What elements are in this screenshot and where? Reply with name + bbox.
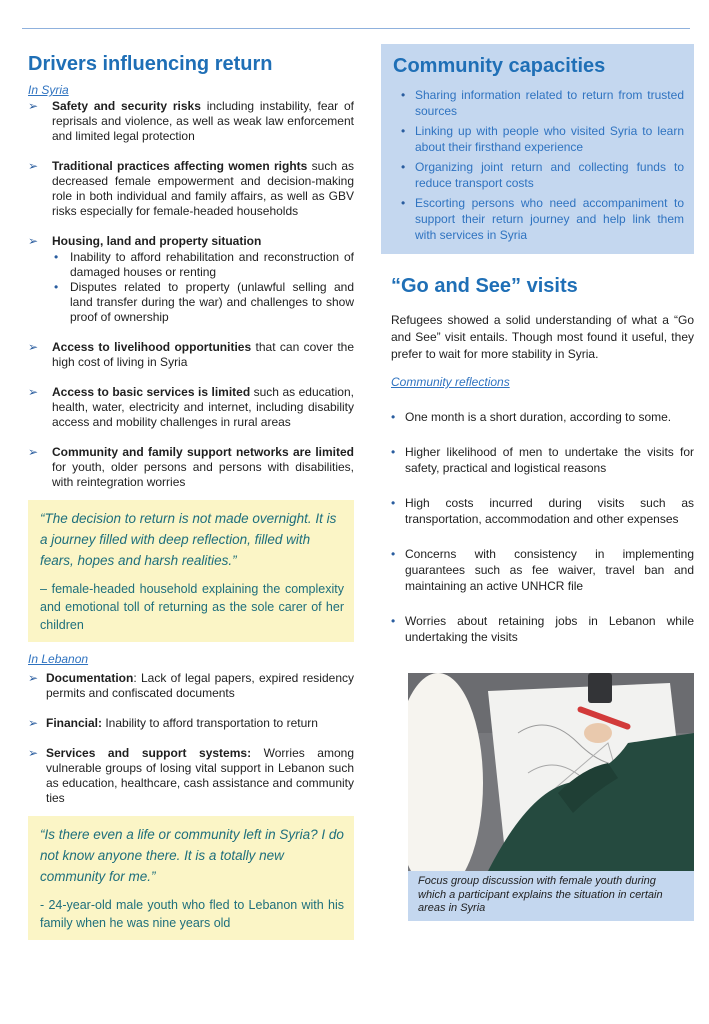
bullet-icon: • bbox=[401, 88, 406, 102]
bullet-icon: • bbox=[391, 410, 396, 424]
arrow-bullet-icon: ➢ bbox=[28, 716, 39, 730]
list-item: ➢ Safety and security risks including instability, fear of reprisals and violence, as well as weak law enforcement and limited legal protection bbox=[28, 99, 355, 143]
list-item: ➢ Financial: Inability to afford transportation to return bbox=[28, 716, 318, 730]
list-item: • Linking up with people who visited Syria to learn about their firsthand experience bbox=[401, 124, 684, 154]
community-reflections-subheading: Community reflections bbox=[391, 375, 510, 389]
top-rule bbox=[22, 28, 690, 29]
go-and-see-title: “Go and See” visits bbox=[391, 275, 578, 297]
bullet-icon: • bbox=[54, 280, 59, 294]
arrow-bullet-icon: ➢ bbox=[28, 671, 39, 685]
quote-attribution: - 24-year-old male youth who fled to Lebanon with his family when he was nine years old bbox=[40, 898, 344, 930]
arrow-bullet-icon: ➢ bbox=[28, 159, 39, 173]
lebanon-drivers-list bbox=[28, 671, 354, 806]
in-lebanon-subheading: In Lebanon bbox=[28, 652, 89, 666]
quote-text: “The decision to return is not made overnight. It is a journey filled with deep reflection, filled with fears, hopes and harsh realities.” bbox=[40, 511, 337, 568]
bullet-icon: • bbox=[391, 496, 396, 510]
arrow-bullet-icon: ➢ bbox=[28, 385, 39, 399]
arrow-bullet-icon: ➢ bbox=[28, 340, 39, 354]
community-capacities-box bbox=[381, 44, 694, 254]
quote-attribution: – female-headed household explaining the complexity and emotional toll of returning as the sole carer of her children bbox=[40, 582, 344, 632]
photo-caption: Focus group discussion with female youth during which a participant explains the situation in certain areas in Syria bbox=[408, 871, 694, 921]
bullet-icon: • bbox=[391, 445, 396, 459]
arrow-bullet-icon: ➢ bbox=[28, 234, 39, 248]
housing-sub-list bbox=[52, 250, 354, 325]
list-item: ➢ Access to livelihood opportunities that can cover the high cost of living in Syria bbox=[28, 340, 354, 369]
list-item: ➢ Housing, land and property situation • Inability to afford rehabilitation and reconstruction of damaged houses or renting • Disputes related to property (unlawful selling and land transfer during the war) and challenges to show proof of ownership bbox=[28, 234, 354, 324]
photo-illustration bbox=[408, 673, 694, 871]
list-item: • Sharing information related to return from trusted sources bbox=[401, 88, 684, 118]
reflections-list bbox=[381, 409, 694, 645]
list-item: • High costs incurred during visits such as transportation, accommodation and other expenses bbox=[391, 496, 694, 526]
list-item: • Escorting persons who need accompaniment to support their return journey and help link them with services in Syria bbox=[401, 196, 684, 242]
list-item: ➢ Community and family support networks are limited for youth, older persons and persons with disabilities, with reintegration worries bbox=[28, 445, 354, 489]
right-column bbox=[381, 44, 694, 921]
arrow-bullet-icon: ➢ bbox=[28, 99, 39, 113]
list-item: ➢ Access to basic services is limited such as education, health, water, electricity and internet, including disability access and mobility challenges in rural areas bbox=[28, 385, 354, 429]
list-item: • Concerns with consistency in implementing guarantees such as fee waiver, travel ban and maintaining an active UNHCR file bbox=[391, 547, 694, 593]
quote-box-community-left bbox=[28, 816, 354, 940]
arrow-bullet-icon: ➢ bbox=[28, 445, 39, 459]
bullet-icon: • bbox=[401, 160, 406, 174]
bullet-icon: • bbox=[401, 196, 406, 210]
capacities-title: Community capacities bbox=[393, 55, 606, 77]
left-column bbox=[28, 52, 354, 940]
bullet-icon: • bbox=[401, 124, 406, 138]
arrow-bullet-icon: ➢ bbox=[28, 746, 39, 760]
list-item: ➢ Services and support systems: Worries among vulnerable groups of losing vital support in Lebanon such as education, healthcare, cash assistance and community ties bbox=[28, 746, 354, 805]
syria-drivers-list bbox=[28, 99, 354, 490]
quote-box-return-decision bbox=[28, 500, 354, 642]
list-item: • Higher likelihood of men to undertake the visits for safety, practical and logistical reasons bbox=[391, 445, 694, 475]
bullet-icon: • bbox=[391, 547, 396, 561]
bullet-icon: • bbox=[54, 250, 59, 264]
list-item: ➢ Traditional practices affecting women rights such as decreased female empowerment and decision-making role in both individual and family affairs, as well as GBV risks especially for female-headed households bbox=[28, 159, 354, 218]
list-item: • Worries about retaining jobs in Lebanon while undertaking the visits bbox=[391, 614, 694, 644]
drivers-title: Drivers influencing return bbox=[28, 53, 273, 75]
list-item: • Organizing joint return and collecting funds to reduce transport costs bbox=[401, 160, 684, 190]
quote-text: “Is there even a life or community left in Syria? I do not know anyone there. It is a totally new community for me.” bbox=[40, 827, 344, 884]
sub-list-item: • Inability to afford rehabilitation and reconstruction of damaged houses or renting bbox=[54, 250, 354, 279]
list-item: • One month is a short duration, according to some. bbox=[391, 410, 672, 424]
focus-group-photo bbox=[408, 673, 694, 871]
list-item: ➢ Documentation: Lack of legal papers, expired residency permits and confiscated documents bbox=[28, 671, 354, 700]
sub-list-item: • Disputes related to property (unlawful selling and land transfer during the war) and challenges to show proof of ownership bbox=[54, 280, 354, 324]
capacities-list bbox=[391, 87, 684, 243]
in-syria-subheading: In Syria bbox=[28, 83, 69, 97]
bullet-icon: • bbox=[391, 614, 396, 628]
go-and-see-intro: Refugees showed a solid understanding of what a “Go and See” visit entails. Though most found it useful, they prefer to wait for more stability in Syria. bbox=[391, 313, 694, 361]
